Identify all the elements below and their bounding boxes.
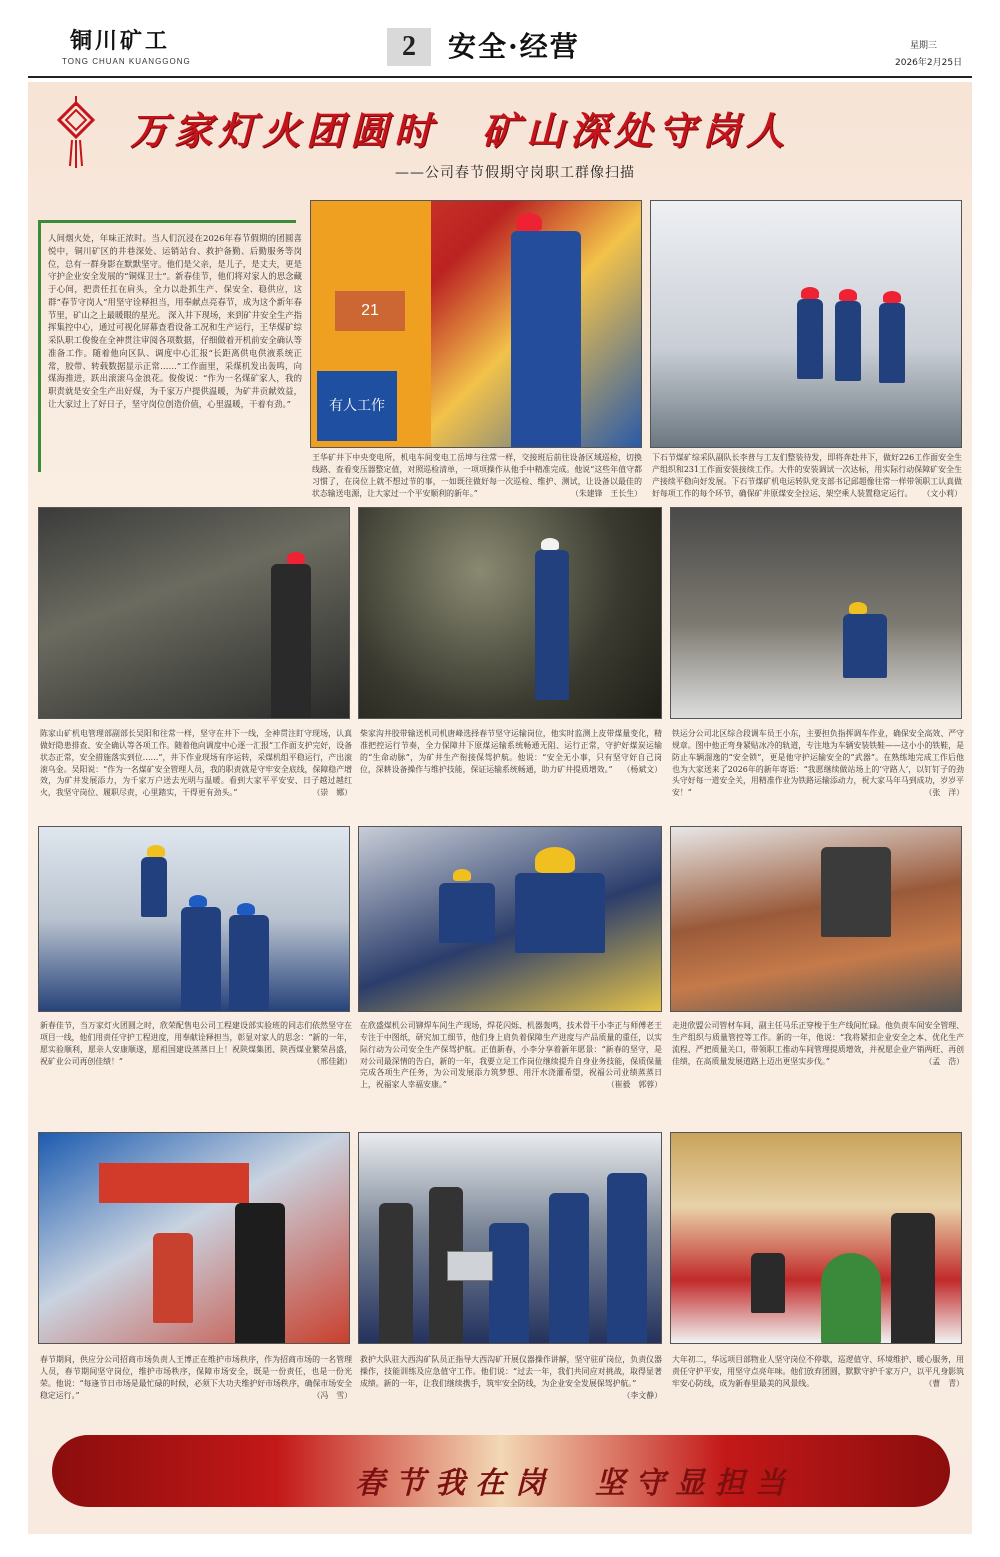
photo-market [38,1132,350,1344]
photo-pipe-workshop [670,826,962,1012]
work-sign: 有人工作 [317,371,397,441]
photo-lab [38,826,350,1012]
caption-c6: 新春佳节，当万家灯火团圆之时，欣荣配售电公司工程建设部实验班的同志们依然坚守在项目一线，他们用责任守护工程进度，用奉献诠释担当，彰显对家人的思念：“新的一年，愿实验顺利，愿亲人安康顺遂，愿祖国建设蒸蒸日上！祝陕煤集团、陕西煤业繁荣昌盛，祝矿业公司再创佳绩！” （邢佳鈯） [40,1021,352,1066]
masthead [0,0,1000,80]
caption-c5: 铁运分公司北区综合段调车员王小东，主要担负指挥调车作业，确保安全高效、严守规章。图中他正弯身紧贴冰冷的轨道，专注地为车辆安装铁鞋——这小小的铁鞋，是防止车辆溜逸的“安全锁”，更是他守护运输安全的“武器”。在熟练地完成工作后他也为大家送来了2026年的新年寄语：“我愿继续做站场上的‘守路人’，以钉钉子的劲头守好每一道安全关，用精准作业为铁路运输添动力，祝大家马年马到成功，岁岁平安！” （张 洋） [672,729,964,798]
caption-c3: 陈家山矿机电管理部副部长吴阳和往常一样，坚守在井下一线，全神贯注盯守现场，认真做好隐患排查、安全确认等各项工作。随着他向调度中心逐一汇报“工作面支护完好，设备状态正常，安全措施落实到位……”，井下作业现场有序运转，采煤机组平稳运行，产出滚滚乌金。吴阳说：“作为一名煤矿安全管理人员，我的职责就是守牢安全底线，保障稳产增效，为矿井发展添力，为千家万户送去光明与温暖。看到大家平平安安、日子越过越红火，我坚守岗位、履职尽责，心里踏实，干得更有劲头。” （崇 娜） [40,729,352,798]
photo-lobby [670,1132,962,1344]
photo-substation [310,200,642,448]
masthead-logo: 铜川矿工 [70,28,171,54]
section-title: 安全·经营 [448,30,580,63]
caption-c8: 走进欣盟公司管材车间，副主任马乐正穿梭于生产线间忙碌。他负责车间安全管理、生产组织与质量管控等工作。新的一年，他说：“我将紧扣企业安全之本、优化生产流程、严把质量关口，带领职工推动车间管理提质增效，并祝愿企业产销两旺、再创佳绩，在高质量发展道路上迈出更坚实步伐。” （孟 浩） [672,1021,964,1066]
photo-coal-face [38,507,350,719]
photo-welding-shop [358,826,662,1012]
photo-switchgear [650,200,962,448]
caption-c2: 下石节煤矿综采队副队长李普与工友们整装待发，即将奔赴井下，做好226工作面安全生产组织和231工作面安装接续工作。大件的安装调试一次达标，用实际行动保障矿安全生产接续平稳向好发展。下石节煤矿机电运转队党支部书记邱超像往常一样带领职工认真做好每项工作的每个环节，确保矿井原煤安全拉运、架空乘人装置稳定运行。 （文小莉） [652,453,962,498]
weekday: 星期三 [910,41,938,51]
masthead-rule [28,76,972,78]
headline: 万家灯火团圆时 矿山深处守岗人 [130,108,791,153]
banner-slogan: 春节我在岗 坚守显担当 [355,1466,795,1501]
photo-rescue-team [358,1132,662,1344]
page-number: 2 [387,28,431,66]
photo-conveyor [358,507,662,719]
panel-number-label: 21 [335,291,405,331]
chinese-knot-icon [56,96,96,168]
caption-c10: 救护大队驻大西沟矿队员正指导大西沟矿开展仪器操作讲解，坚守驻矿岗位，负责仪器操作，技能训练及应急值守工作。他们说：“过去一年，我们共同应对挑战，取得显著成绩。新的一年，让我们继续携手，筑牢安全防线，为企业安全发展保驾护航。” （李文静） [360,1355,662,1400]
caption-c11: 大年初二，华远项目部物业人坚守岗位不停歇，巡逻值守、环境维护、暖心服务，用责任守护平安，用坚守点亮年味。他们放弃团圆，默默守护千家万户，以平凡身影筑牢安心防线，成为新春里最美的风景线。 （曹 青） [672,1355,964,1388]
photo-railway [670,507,962,719]
issue-date: 2026年2月25日 [895,58,963,68]
caption-c1: 王华矿井下中央变电所，机电车间变电工岳坤与往常一样，交接班后前往设备区域巡检，切换线路、查看变压器整定值，对照巡检清单，一项项操作从他手中精准完成。他说“这些年值守都习惯了，在岗位上就不想过节的事，一如既往做好每一次巡检、维护、测试，让设备以最佳的状态输送电源，让大家过一个平安顺利的新年。” （朱建锋 王长生） [312,453,642,498]
caption-c4: 柴家沟井胶带输送机司机唐峰选择春节坚守运输岗位，他实时监测上皮带煤量变化，精准把控运行节奏，全力保障井下原煤运输系统畅通无阻、运行正常，守护好煤炭运输的“生命动脉”，为矿井生产衔接保驾护航。他说：“安全无小事，只有坚守好自己岗位，深耕设备操作与维护技能，保证运输系统畅通，助力矿井提质增效。” （杨斌文） [360,729,662,774]
masthead-logo-en: TONG CHUAN KUANGGONG [62,57,191,66]
intro-text: 人间烟火处，年味正浓时。当人们沉浸在2026年春节假期的团圆喜悦中，铜川矿区的井巷深处、运销站台、救护备勤、后勤服务等岗位，总有一群身影在默默坚守。他们是父亲，是儿子，是丈夫，更是守护企业安全发展的“铜煤卫士”。新春佳节，他们将对家人的思念藏于心间，把责任扛在肩头，全力以赴抓生产、保安全、稳供应，这群“春节守岗人”用坚守诠释担当，用奉献点亮春节，成为这个新年春节里，矿山之上最暖眼的星光。 深入井下现场，来到矿井安全生产指挥集控中心，通过可视化屏幕查看设备工况和生产运行，王华煤矿综采队职工俊俊在全神贯注审阅各项数据，仔细做着开机前安全确认等准备工作。随着他向区队、调度中心汇报“长距离供电供液系统正常，胶带、转载数据显示正常……”工作面里，采煤机发出轰鸣，向煤海推进，跃出滚滚乌金浪花。俊俊说：“作为一名煤矿家人，我的职责就是安全生产出好煤，为千家万户提供温暖，为矿井贡献效益，让大家过上了好日子，坚守岗位创造价值，心里温暖，干着有劲。” [48,233,302,409]
subheadline: ——公司春节假期守岗职工群像扫描 [395,165,635,181]
caption-c9: 春节期间，供应分公司招商市场负责人王博正在维护市场秩序，作为招商市场的一名管理人员，春节期间坚守岗位，维护市场秩序，保障市场安全，既是一份责任，也是一份光荣。他说：“每逢节日市场是最忙碌的时候，必须下大功夫维护好市场秩序，确保市场安全稳定运行。” （冯 雪） [40,1355,352,1400]
caption-c7: 在欣盛煤机公司铆焊车间生产现场，焊花闪烁、机器轰鸣，技术骨干小李正与师傅老王专注于中图纸，研究加工细节，他们身上肩负着保障生产进度与产品质量的重任，以实际行动为公司安全生产保驾护航。正值新春，小李分享着新年愿景：“新春的坚守，是对公司最深情的告白，新的一年，我要立足工作岗位继续提升自身业务技能，保质保量完成各项生产任务，为公司发展添力筑梦想、用汗水浇灌希望，祝福公司业绩蒸蒸日上，祝福家人幸福安康。” （崔毅 郭蓉） [360,1021,662,1090]
